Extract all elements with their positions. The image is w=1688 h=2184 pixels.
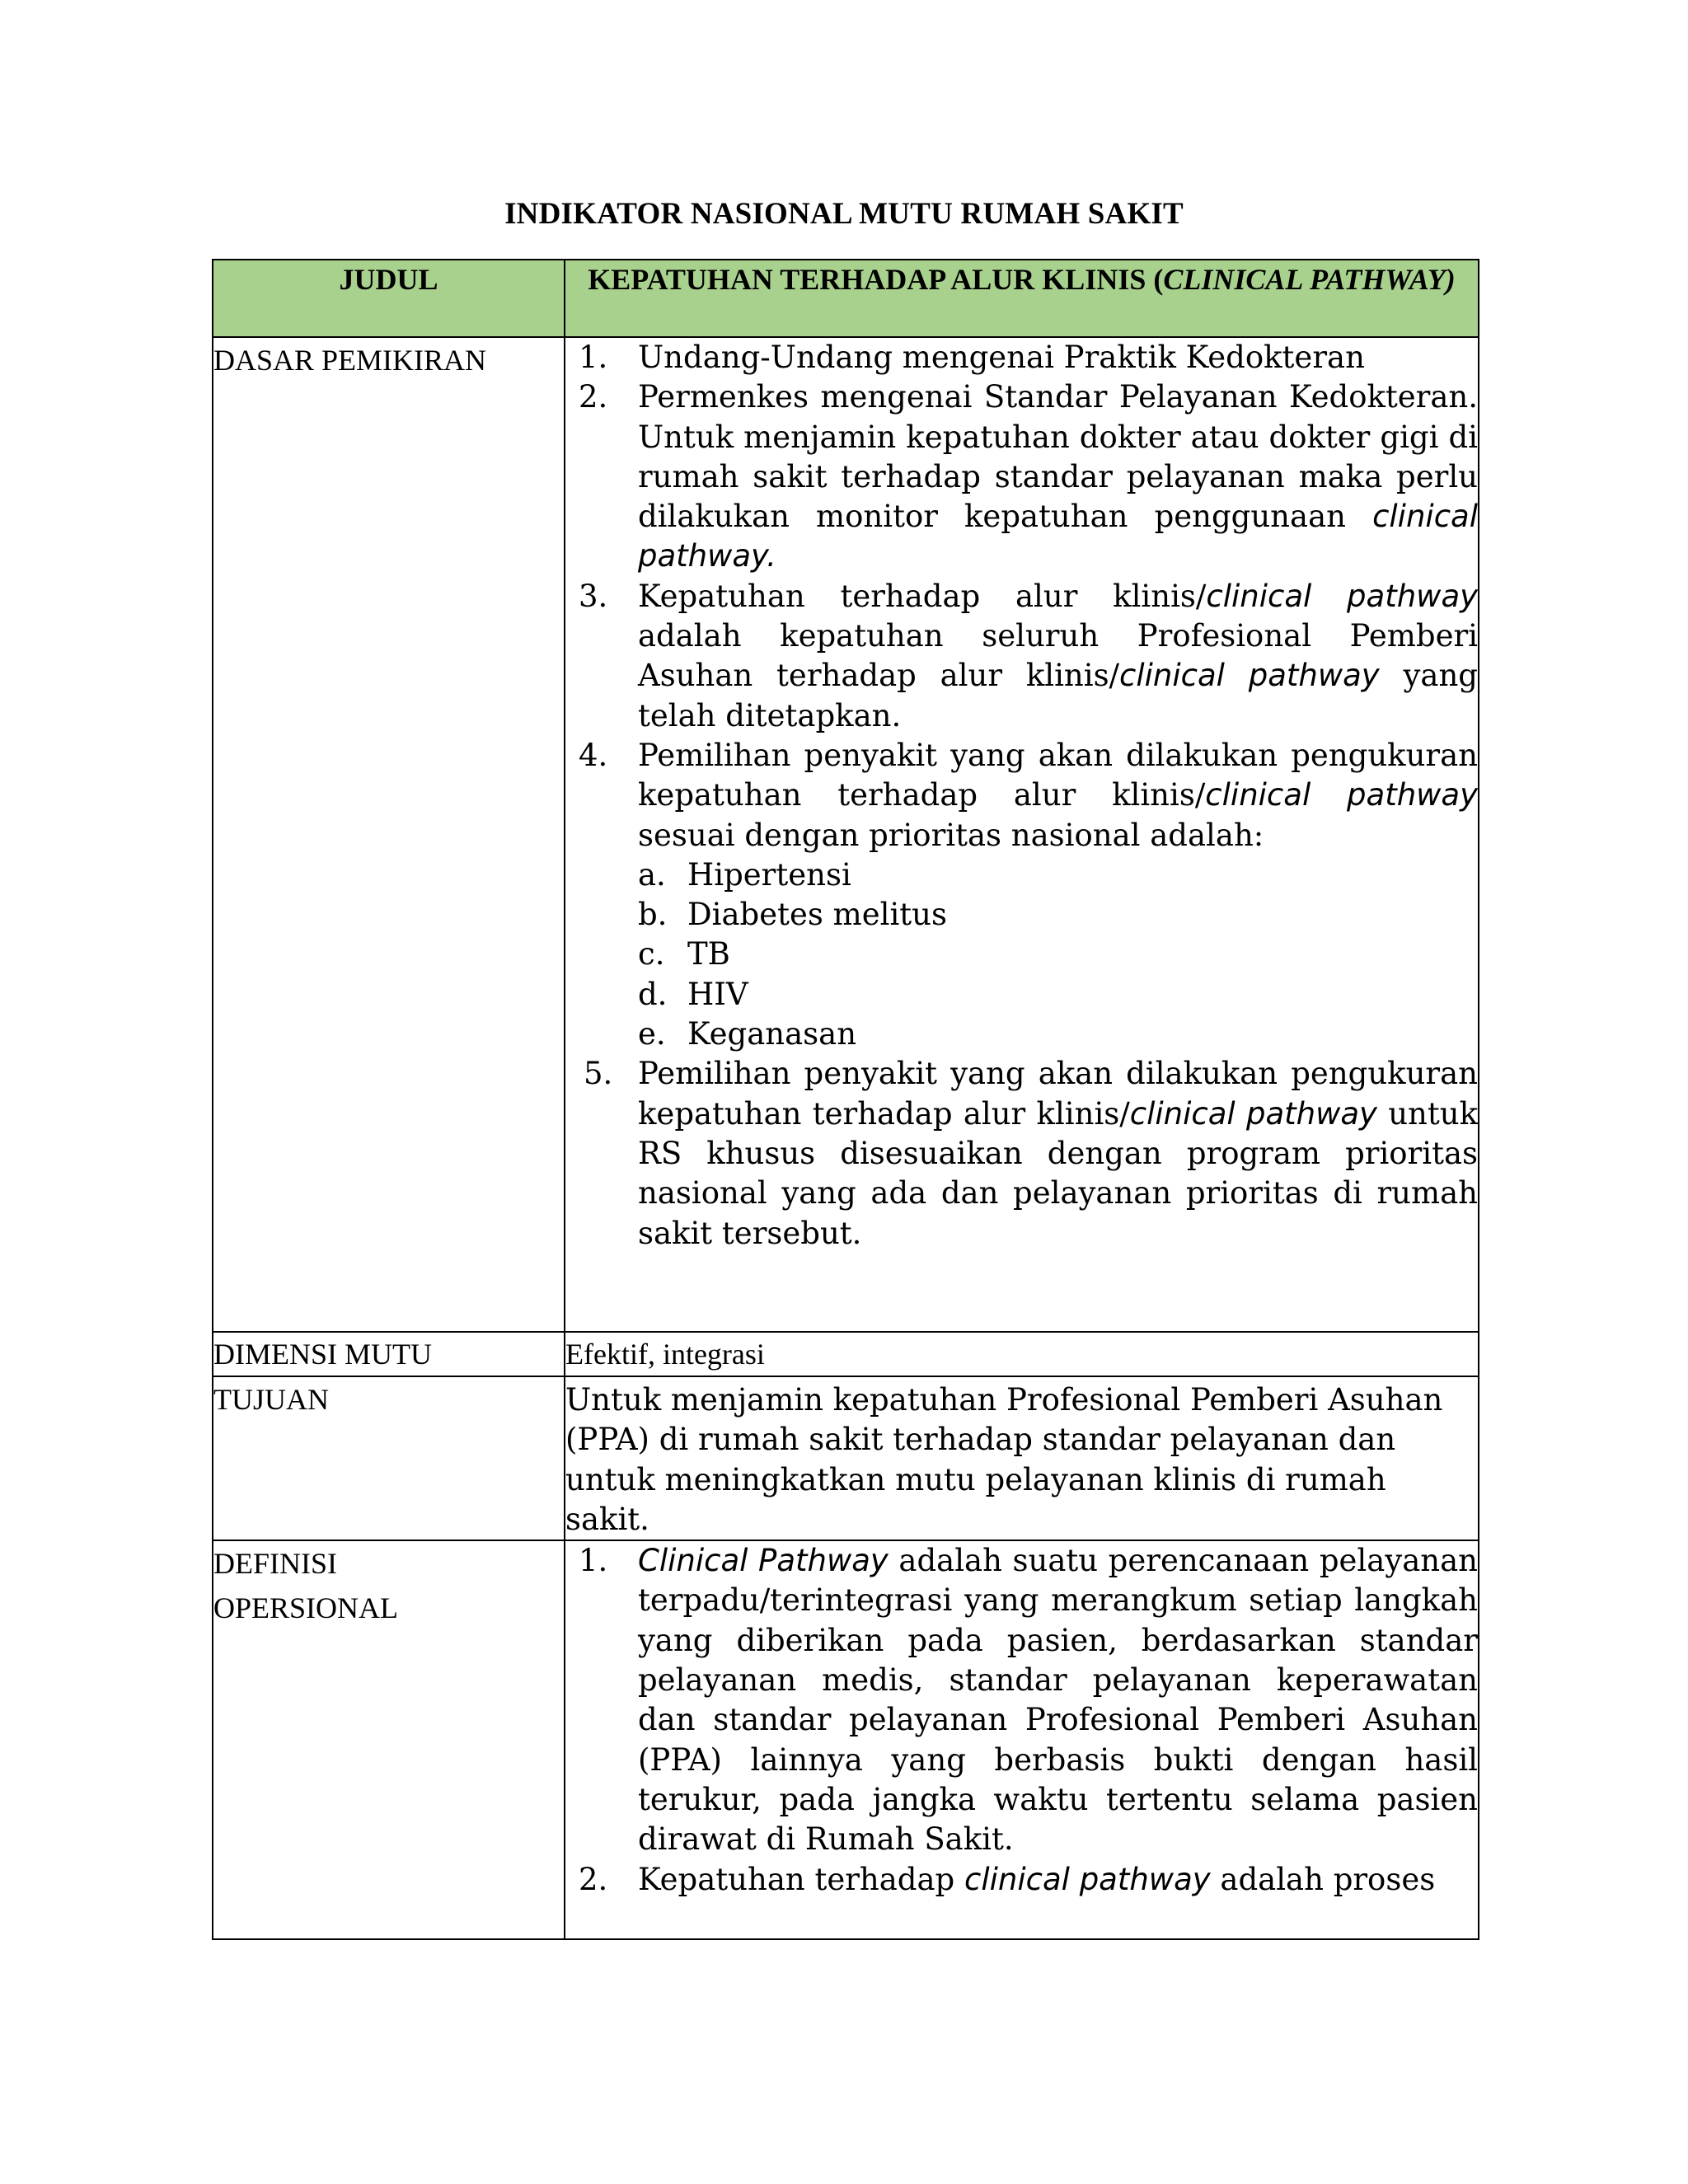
list-item: [565, 338, 1478, 377]
item-number: 1.: [579, 340, 608, 375]
tujuan-row: [213, 1376, 1479, 1540]
definisi-label-line1: DEFINISI: [213, 1547, 337, 1581]
item-text: Permenkes mengenai Standar Pelayanan Kedokteran. Untuk menjamin kepatuhan dokter atau dokter gigi di rumah sakit terhadap standar pelayanan maka perlu dilakukan monitor kepatuhan penggunaan: [638, 379, 1478, 535]
item-number: 3.: [579, 578, 608, 614]
list-item: [565, 1860, 1478, 1900]
list-item: [565, 577, 1478, 736]
item-text: Kepatuhan terhadap: [638, 1861, 964, 1897]
item-text-italic: Clinical Pathway: [638, 1543, 889, 1579]
item-text: sesuai dengan prioritas nasional adalah:: [638, 817, 1264, 853]
dimensi-value: Efektif, integrasi: [565, 1332, 1479, 1376]
item-number: 2.: [579, 1861, 608, 1897]
item-text-italic: clinical pathway: [1119, 658, 1380, 694]
item-number: 2.: [579, 379, 608, 415]
item-text: TB: [687, 936, 730, 972]
list-item: [638, 855, 1478, 895]
disease-list: [638, 855, 1478, 1054]
item-text: Pemilihan penyakit yang akan dilakukan pengukuran kepatuhan terhadap alur klinis/: [638, 737, 1478, 813]
item-number: 4.: [579, 737, 608, 773]
list-item: [565, 736, 1478, 1054]
judul-value: [565, 260, 1479, 337]
list-item: [638, 975, 1478, 1015]
item-text-italic: clinical pathway: [1129, 1095, 1377, 1132]
dasar-row: [213, 337, 1479, 1332]
item-text: Diabetes melitus: [687, 897, 947, 933]
item-text: HIV: [687, 976, 748, 1012]
item-text-italic: clinical pathway: [964, 1861, 1211, 1897]
list-item: [565, 377, 1478, 576]
item-text: adalah suatu perencanaan pelayanan terpadu/terintegrasi yang merangkum setiap langkah yang diberikan pada pasien, berdasarkan standar pelayanan medis, standar pelayanan keperawatan dan standar pelayanan Profesional Pemberi Asuhan (PPA) lainnya yang berbasis bukti dengan hasil terukur, pada jangka waktu tertentu selama pasien dirawat di Rumah Sakit.: [638, 1543, 1478, 1858]
item-letter: c.: [638, 936, 665, 972]
definisi-label: [213, 1540, 565, 1939]
page-title: INDIKATOR NASIONAL MUTU RUMAH SAKIT: [504, 197, 1184, 231]
item-text: adalah proses: [1210, 1861, 1436, 1897]
item-letter: e.: [638, 1016, 666, 1052]
list-item: [638, 935, 1478, 974]
definisi-list: [565, 1541, 1478, 1900]
item-text-italic: clinical pathway: [1205, 777, 1478, 813]
definisi-label-line2: OPERSIONAL: [213, 1591, 399, 1625]
item-number: 5.: [584, 1056, 613, 1092]
item-text: Pemilihan penyakit yang akan dilakukan pengukuran kepatuhan terhadap alur klinis/: [638, 1056, 1478, 1132]
item-text: yang telah ditetapkan.: [638, 658, 1478, 733]
list-item: [638, 895, 1478, 935]
dasar-content: [565, 337, 1479, 1332]
dimensi-label: DIMENSI MUTU: [213, 1332, 565, 1376]
tujuan-label: TUJUAN: [213, 1376, 565, 1540]
item-text-italic: clinical pathway.: [638, 499, 1478, 574]
dasar-list: [565, 338, 1478, 1254]
item-text-italic: clinical pathway: [1206, 578, 1479, 614]
indicator-table: [212, 259, 1479, 1940]
judul-label: JUDUL: [213, 260, 565, 337]
item-text: Kepatuhan terhadap alur klinis/: [638, 578, 1207, 614]
item-text: Hipertensi: [687, 856, 851, 893]
tujuan-text: Untuk menjamin kepatuhan Profesional Pemberi Asuhan (PPA) di rumah sakit terhadap standar pelayanan dan untuk meningkatkan mutu pelayanan klinis di rumah sakit.: [565, 1382, 1443, 1537]
item-text: untuk RS khusus disesuaikan dengan program prioritas nasional yang ada dan pelayanan prioritas di rumah sakit tersebut.: [638, 1095, 1478, 1251]
dasar-label: DASAR PEMIKIRAN: [213, 337, 565, 1332]
item-letter: d.: [638, 976, 668, 1012]
tujuan-value: [565, 1376, 1479, 1540]
item-letter: b.: [638, 897, 668, 933]
definisi-content: [565, 1540, 1479, 1939]
list-item: [565, 1054, 1478, 1253]
header-row: [213, 260, 1479, 337]
definisi-row: [213, 1540, 1479, 1939]
item-number: 1.: [579, 1543, 608, 1579]
judul-value-main: KEPATUHAN TERHADAP ALUR KLINIS (: [588, 263, 1164, 296]
item-text: Keganasan: [687, 1016, 857, 1052]
item-text: adalah kepatuhan seluruh Profesional Pemberi Asuhan terhadap alur klinis/: [638, 618, 1478, 694]
judul-value-italic: CLINICAL PATHWAY): [1163, 263, 1456, 296]
item-text: Undang-Undang mengenai Praktik Kedokteran: [638, 340, 1365, 375]
item-letter: a.: [638, 856, 666, 893]
dimensi-row: [213, 1332, 1479, 1376]
list-item: [565, 1541, 1478, 1859]
list-item: [638, 1015, 1478, 1054]
